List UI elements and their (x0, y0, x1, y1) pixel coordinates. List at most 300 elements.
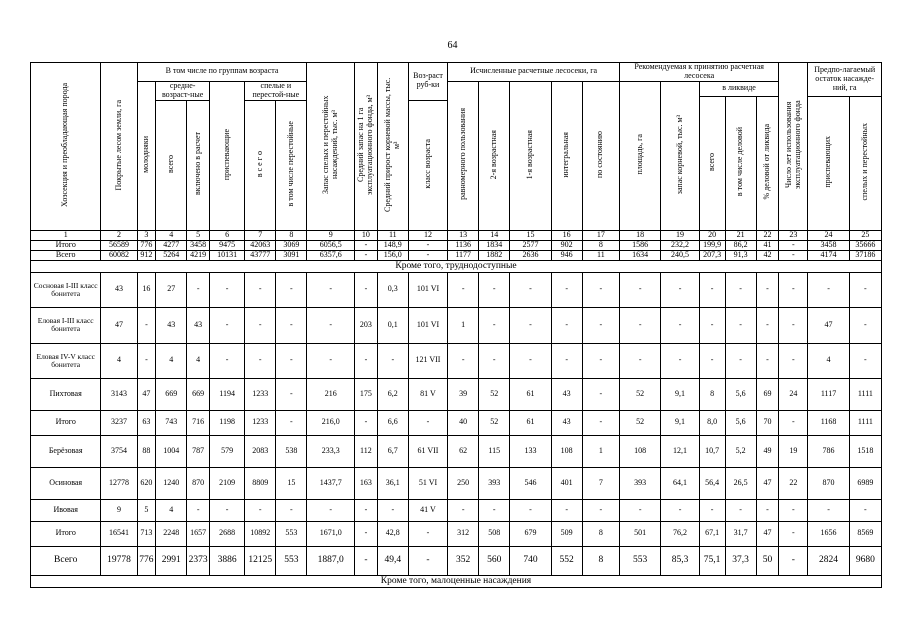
table-cell: 52 (619, 410, 660, 435)
header-rotation-age: Воз-раст руб-ки (408, 63, 447, 101)
table-cell: 508 (479, 521, 510, 546)
table-cell: 713 (137, 521, 156, 546)
header-years-usage: Число лет использования эксплуатационного фонда (779, 63, 808, 231)
table-cell: 43 (551, 410, 582, 435)
table-cell: 3458 (187, 240, 210, 250)
table-cell: 5264 (156, 250, 187, 260)
table-cell: - (245, 499, 276, 521)
table-cell: 538 (276, 435, 307, 467)
row-label: Еловая IV-V класс бонитета (31, 343, 101, 378)
row-label: Всего (31, 250, 101, 260)
table-cell: 1136 (448, 240, 479, 250)
table-cell: 3458 (808, 240, 849, 250)
table-cell: 6357,6 (307, 250, 355, 260)
table-row (31, 410, 882, 435)
table-cell: - (210, 307, 245, 343)
table-cell: - (377, 499, 408, 521)
forest-table (30, 62, 882, 588)
header-avg-growth: Средний прирост корневой массы, тыс. м³ (377, 63, 408, 231)
table-cell: 9 (101, 499, 137, 521)
table-cell: - (355, 521, 378, 546)
table-cell: - (661, 307, 699, 343)
table-cell: 1194 (210, 378, 245, 410)
header-premature-remaining: приспевающих (808, 96, 849, 230)
table-cell: - (510, 272, 551, 307)
table-cell: 2636 (510, 250, 551, 260)
table-cell: 1233 (245, 410, 276, 435)
table-cell: 16541 (101, 521, 137, 546)
table-cell: 47 (101, 307, 137, 343)
table-cell: 240,5 (661, 250, 699, 260)
table-cell: 108 (551, 435, 582, 467)
table-cell: 52 (479, 410, 510, 435)
table-cell: - (779, 272, 808, 307)
table-cell: - (307, 272, 355, 307)
table-cell: - (448, 499, 479, 521)
column-number-row: 1 2 3 4 5 6 7 8 9 10 11 12 13 14 15 16 17 18 19 20 21 22 23 24 25 (31, 230, 882, 240)
table-row (31, 467, 882, 499)
table-cell: - (137, 343, 156, 378)
table-cell: 11 (582, 250, 619, 260)
table-cell: 8569 (849, 521, 881, 546)
table-cell: 31,7 (725, 521, 756, 546)
table-cell: - (756, 272, 779, 307)
table-cell: - (779, 499, 808, 521)
header-liquid-commercial: в том числе деловой (725, 96, 756, 230)
table-cell: 47 (137, 378, 156, 410)
table-cell: - (210, 272, 245, 307)
table-cell: 52 (619, 378, 660, 410)
table-cell: - (187, 272, 210, 307)
table-cell: 43 (101, 272, 137, 307)
table-cell: - (725, 499, 756, 521)
table-cell: - (779, 410, 808, 435)
table-cell: 787 (187, 435, 210, 467)
table-row (31, 343, 882, 378)
header-mature: спелые и перестой-ные (245, 81, 307, 100)
table-cell: 216 (307, 378, 355, 410)
table-cell: - (551, 307, 582, 343)
table-cell: 37,3 (725, 546, 756, 575)
table-cell: 15 (276, 467, 307, 499)
table-cell: 312 (448, 521, 479, 546)
table-cell: 3754 (101, 435, 137, 467)
table-cell: 36,1 (377, 467, 408, 499)
table-cell: 63 (137, 410, 156, 435)
page-number: 64 (447, 40, 458, 51)
table-cell: 47 (808, 307, 849, 343)
table-cell: - (582, 499, 619, 521)
table-cell: 47 (756, 467, 779, 499)
table-cell: - (307, 343, 355, 378)
table-cell: 10892 (245, 521, 276, 546)
table-cell: 233,3 (307, 435, 355, 467)
table-cell: - (210, 343, 245, 378)
table-cell: 4174 (808, 250, 849, 260)
table-cell: 199,9 (699, 240, 725, 250)
table-cell: 9,1 (661, 410, 699, 435)
table-cell: 67,1 (699, 521, 725, 546)
table-cell: 42063 (245, 240, 276, 250)
table-cell: - (355, 272, 378, 307)
table-cell: 1586 (619, 240, 660, 250)
table-cell: - (661, 272, 699, 307)
table-cell: 1198 (210, 410, 245, 435)
table-cell: - (779, 250, 808, 260)
table-cell: 4 (187, 343, 210, 378)
header-second-age: 2-я возрастная (479, 81, 510, 230)
header-forested-area: Покрытые лесом земли, га (101, 63, 137, 231)
table-body (31, 240, 882, 587)
table-cell: 1177 (448, 250, 479, 260)
table-cell: 1117 (808, 378, 849, 410)
table-cell: 1 (448, 307, 479, 343)
table-cell: 2083 (245, 435, 276, 467)
table-cell: 3886 (210, 546, 245, 575)
table-cell: - (551, 499, 582, 521)
table-cell: 60082 (101, 250, 137, 260)
table-cell: - (307, 307, 355, 343)
table-cell: 1834 (479, 240, 510, 250)
table-cell: 19778 (101, 546, 137, 575)
header-liquid-percent: % деловой от ликвида (756, 96, 779, 230)
table-cell: 148,9 (377, 240, 408, 250)
table-cell: 86,2 (725, 240, 756, 250)
table-cell: 1656 (808, 521, 849, 546)
table-cell: 133 (510, 435, 551, 467)
table-cell: - (849, 499, 881, 521)
table-cell: 3143 (101, 378, 137, 410)
table-cell: 716 (187, 410, 210, 435)
table-cell: 61 (510, 378, 551, 410)
table-cell: 6056,5 (307, 240, 355, 250)
table-cell: 75,1 (699, 546, 725, 575)
row-label: Итого (31, 521, 101, 546)
table-cell: - (276, 272, 307, 307)
row-label: Итого (31, 240, 101, 250)
table-cell: 52 (479, 378, 510, 410)
table-cell: 560 (479, 546, 510, 575)
row-label: Итого (31, 410, 101, 435)
table-cell: 250 (448, 467, 479, 499)
table-cell: 8 (582, 521, 619, 546)
table-cell: 5,6 (725, 410, 756, 435)
table-cell: 4 (156, 343, 187, 378)
table-cell: - (448, 343, 479, 378)
table-cell: - (408, 521, 447, 546)
table-cell: 3237 (101, 410, 137, 435)
table-cell: 1887,0 (307, 546, 355, 575)
table-cell: - (756, 307, 779, 343)
header-age-class: класс возраста (408, 100, 447, 230)
table-cell: 393 (479, 467, 510, 499)
table-cell: 156,0 (377, 250, 408, 260)
table-cell: - (699, 499, 725, 521)
header-species: Хозсекция и преобладающая порода (31, 63, 101, 231)
header-middle-total: всего (156, 100, 187, 230)
table-cell: - (408, 240, 447, 250)
header-mature-stock: Запас спелых и перестойных насаждений, тыс. м³ (307, 63, 355, 231)
table-cell: 1518 (849, 435, 881, 467)
header-mature-total: в с е г о (245, 100, 276, 230)
table-cell: - (582, 272, 619, 307)
table-cell: - (779, 546, 808, 575)
table-cell: 42,8 (377, 521, 408, 546)
table-cell: 740 (510, 546, 551, 575)
table-cell: 56589 (101, 240, 137, 250)
table-cell: 6,6 (377, 410, 408, 435)
table-cell: - (619, 307, 660, 343)
table-row (31, 546, 882, 575)
table-cell: 85,3 (661, 546, 699, 575)
header-root-stock: запас корневой, тыс. м³ (661, 81, 699, 230)
table-cell: 40 (448, 410, 479, 435)
table-cell: 49,4 (377, 546, 408, 575)
table-cell: 0,3 (377, 272, 408, 307)
table-cell: 1168 (808, 410, 849, 435)
table-header (31, 63, 882, 241)
table-cell: - (551, 272, 582, 307)
table-cell: 2248 (156, 521, 187, 546)
table-cell: 61 (510, 410, 551, 435)
row-label: Осиновая (31, 467, 101, 499)
table-cell: - (779, 521, 808, 546)
table-cell: 1233 (245, 378, 276, 410)
table-cell: - (849, 343, 881, 378)
header-first-age: 1-я возрастная (510, 81, 551, 230)
table-cell: 1 (582, 435, 619, 467)
table-cell: 203 (355, 307, 378, 343)
table-cell: 163 (355, 467, 378, 499)
table-cell: 620 (137, 467, 156, 499)
header-middle-aged: средне-возраст-ные (156, 81, 210, 100)
table-cell: 2577 (510, 240, 551, 250)
table-cell: - (582, 378, 619, 410)
section-inaccessible-label: Кроме того, труднодоступные (31, 260, 882, 272)
table-cell: 175 (355, 378, 378, 410)
table-cell: - (355, 499, 378, 521)
table-cell: 47 (756, 521, 779, 546)
table-cell: 10131 (210, 250, 245, 260)
table-cell: - (187, 499, 210, 521)
header-mature-overmature: в том числе перестойные (276, 100, 307, 230)
row-label: Еловая I-III класс бонитета (31, 307, 101, 343)
table-cell: 69 (756, 378, 779, 410)
table-cell: - (661, 343, 699, 378)
table-cell: 4277 (156, 240, 187, 250)
table-row (31, 378, 882, 410)
table-cell: 35666 (849, 240, 881, 250)
table-cell: 4 (808, 343, 849, 378)
header-liquid-total: всего (699, 96, 725, 230)
table-cell: - (756, 343, 779, 378)
row-label: Всего (31, 546, 101, 575)
table-cell: 4 (156, 499, 187, 521)
table-cell: 1004 (156, 435, 187, 467)
table-cell: - (245, 272, 276, 307)
table-cell: 43 (156, 307, 187, 343)
table-cell: 1111 (849, 410, 881, 435)
table-row (31, 307, 882, 343)
table-cell: 2824 (808, 546, 849, 575)
table-cell: 5,6 (725, 378, 756, 410)
table-cell: 19 (779, 435, 808, 467)
table-cell: 3091 (276, 250, 307, 260)
table-cell: 91,3 (725, 250, 756, 260)
table-cell: 0,1 (377, 307, 408, 343)
row-label: Берёзовая (31, 435, 101, 467)
table-cell: 776 (137, 546, 156, 575)
table-cell: - (582, 307, 619, 343)
table-cell: - (408, 546, 447, 575)
header-middle-included: включено в расчет (187, 100, 210, 230)
table-cell: 16 (137, 272, 156, 307)
table-cell: - (355, 240, 378, 250)
table-cell: 50 (756, 546, 779, 575)
table-cell: 70 (756, 410, 779, 435)
table-cell: 43777 (245, 250, 276, 260)
table-cell: - (808, 272, 849, 307)
table-cell: 8 (699, 378, 725, 410)
table-cell: 579 (210, 435, 245, 467)
table-cell: - (779, 307, 808, 343)
table-cell: 8 (582, 546, 619, 575)
table-cell: - (725, 272, 756, 307)
table-cell: - (479, 499, 510, 521)
table-cell: 669 (187, 378, 210, 410)
table-cell: 352 (448, 546, 479, 575)
table-cell: - (245, 343, 276, 378)
table-cell: 902 (551, 240, 582, 250)
table-cell: 64,1 (661, 467, 699, 499)
header-calculated: Исчисленные расчетные лесосеки, га (448, 63, 620, 82)
table-cell: 56,4 (699, 467, 725, 499)
table-cell: - (479, 307, 510, 343)
table-cell: - (276, 307, 307, 343)
header-mature-remaining: спелых и перестойных (849, 96, 881, 230)
table-cell: 115 (479, 435, 510, 467)
table-cell: 42 (756, 250, 779, 260)
table-cell: 912 (137, 250, 156, 260)
table-cell: 393 (619, 467, 660, 499)
table-cell: 49 (756, 435, 779, 467)
table-cell: 5,2 (725, 435, 756, 467)
section-low-value-label: Кроме того, малоценные насаждения (31, 575, 882, 587)
table-cell: 112 (355, 435, 378, 467)
table-cell: - (276, 378, 307, 410)
table-cell: 6,7 (377, 435, 408, 467)
table-cell: - (779, 343, 808, 378)
table-cell: 9,1 (661, 378, 699, 410)
table-cell: 216,0 (307, 410, 355, 435)
table-cell: 12778 (101, 467, 137, 499)
table-cell: 7 (582, 467, 619, 499)
header-uniform: равномерного пользования (448, 81, 479, 230)
header-area: площадь, га (619, 81, 660, 230)
table-cell: 3069 (276, 240, 307, 250)
table-cell: - (355, 410, 378, 435)
row-label: Сосновая I-III класс бонитета (31, 272, 101, 307)
table-cell: 81 V (408, 378, 447, 410)
table-cell: - (307, 499, 355, 521)
summary-row (31, 240, 882, 250)
table-cell: - (582, 410, 619, 435)
table-cell: 37186 (849, 250, 881, 260)
table-cell: 43 (551, 378, 582, 410)
table-cell: - (377, 343, 408, 378)
header-integral: интегральная (551, 81, 582, 230)
table-cell: 51 VI (408, 467, 447, 499)
table-cell: 6989 (849, 467, 881, 499)
table-cell: - (849, 272, 881, 307)
summary-row (31, 250, 882, 260)
table-cell: - (619, 272, 660, 307)
table-cell: 1657 (187, 521, 210, 546)
table-cell: 9475 (210, 240, 245, 250)
table-cell: 61 VII (408, 435, 447, 467)
row-label: Ивовая (31, 499, 101, 521)
table-cell: 101 VI (408, 307, 447, 343)
forest-table-wrapper (30, 62, 882, 588)
header-recommended: Рекомендуемая к принятию расчетная лесосека (619, 63, 778, 82)
table-cell: 76,2 (661, 521, 699, 546)
table-cell: 39 (448, 378, 479, 410)
header-remaining: Предпо-лагаемый остаток насажде-ний, га (808, 63, 882, 97)
table-cell: 10,7 (699, 435, 725, 467)
table-cell: - (619, 343, 660, 378)
table-cell: 41 V (408, 499, 447, 521)
table-cell: 870 (808, 467, 849, 499)
table-cell: - (510, 307, 551, 343)
table-cell: 41 (756, 240, 779, 250)
table-cell: 108 (619, 435, 660, 467)
table-cell: 2109 (210, 467, 245, 499)
table-row (31, 435, 882, 467)
table-cell: 8,0 (699, 410, 725, 435)
table-cell: 553 (276, 546, 307, 575)
table-cell: 553 (619, 546, 660, 575)
table-cell: 232,2 (661, 240, 699, 250)
table-cell: 946 (551, 250, 582, 260)
table-cell: 509 (551, 521, 582, 546)
table-cell: 12125 (245, 546, 276, 575)
table-cell: 8 (582, 240, 619, 250)
table-cell: 776 (137, 240, 156, 250)
table-cell: - (725, 343, 756, 378)
table-cell: - (808, 499, 849, 521)
table-cell: - (245, 307, 276, 343)
table-cell: 207,3 (699, 250, 725, 260)
table-cell: - (408, 250, 447, 260)
table-cell: 88 (137, 435, 156, 467)
header-young: молодняки (137, 81, 156, 230)
table-cell: - (276, 410, 307, 435)
table-cell: 669 (156, 378, 187, 410)
table-cell: 43 (187, 307, 210, 343)
table-cell: 12,1 (661, 435, 699, 467)
table-cell: 743 (156, 410, 187, 435)
table-cell: 2688 (210, 521, 245, 546)
table-cell: 5 (137, 499, 156, 521)
table-cell: 1111 (849, 378, 881, 410)
table-cell: 870 (187, 467, 210, 499)
table-cell: - (661, 499, 699, 521)
table-cell: - (355, 546, 378, 575)
table-cell: - (699, 272, 725, 307)
table-cell: 1240 (156, 467, 187, 499)
table-cell: - (551, 343, 582, 378)
table-cell: 2373 (187, 546, 210, 575)
